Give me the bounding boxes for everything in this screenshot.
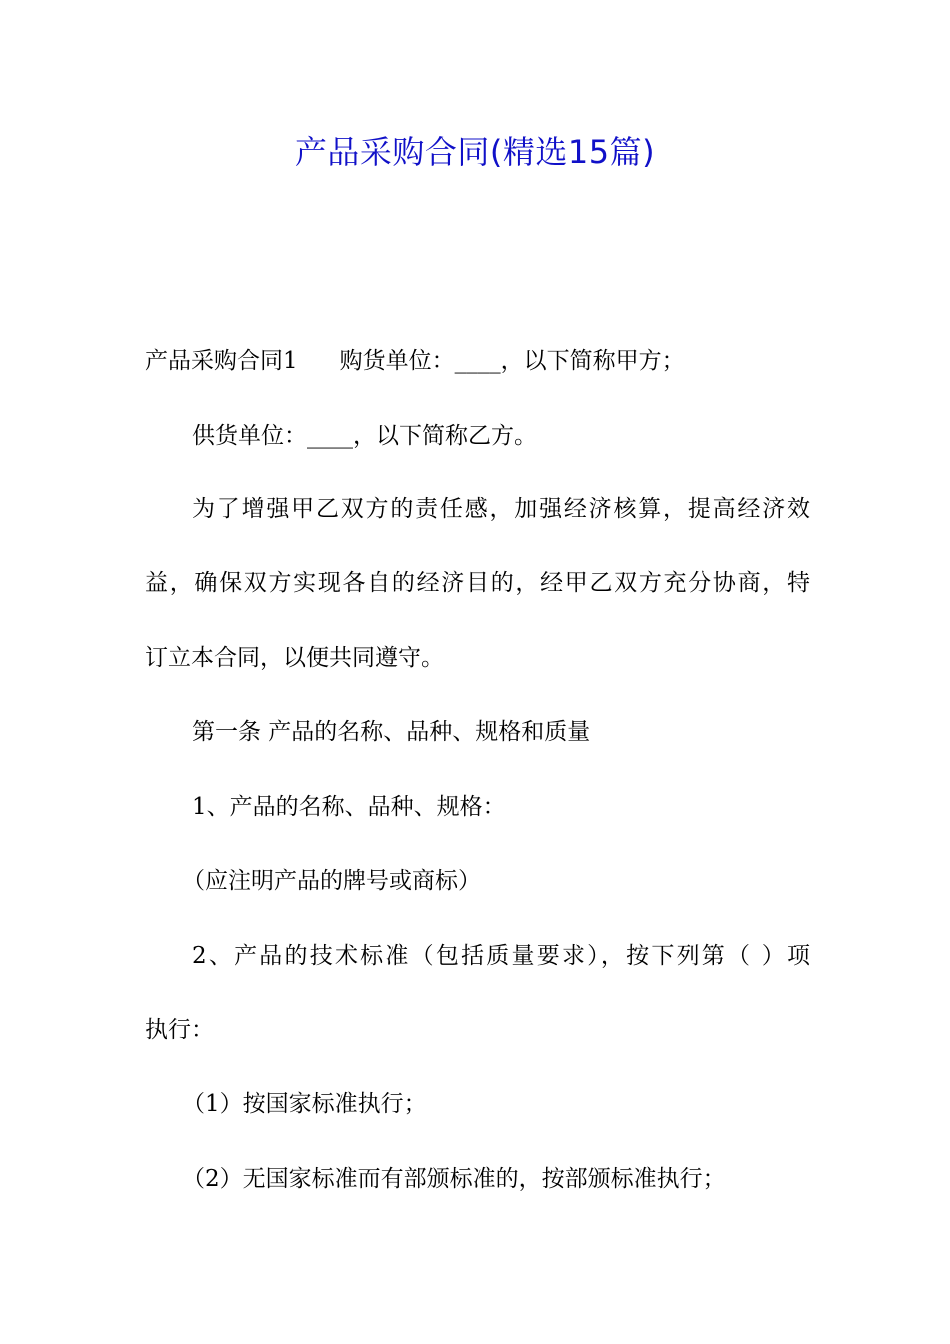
standard-option-1: （1）按国家标准执行；: [182, 1091, 427, 1117]
paragraph-line-3: 为了增强甲乙双方的责任感，加强经济核算，提高经济效: [192, 496, 810, 522]
item-2-line: 2、产品的技术标准（包括质量要求），按下列第（ ）项: [192, 943, 810, 969]
paragraph-line-4: 益，确保双方实现各自的经济目的，经甲乙双方充分协商，特: [145, 570, 810, 596]
item-1-line: 1、产品的名称、品种、规格：: [192, 794, 506, 820]
standard-option-2: （2）无国家标准而有部颁标准的，按部颁标准执行；: [182, 1166, 726, 1192]
supplier-line: 供货单位：____，以下简称乙方。: [192, 423, 537, 449]
buyer-line: 购货单位：____，以下简称甲方；: [339, 348, 685, 374]
paragraph-line-5: 订立本合同，以便共同遵守。: [145, 645, 444, 671]
document-title: 产品采购合同(精选15篇): [294, 133, 656, 171]
article-one-heading: 第一条 产品的名称、品种、规格和质量: [192, 719, 591, 745]
brand-note-line: （应注明产品的牌号或商标）: [182, 868, 481, 894]
execute-line: 执行：: [145, 1017, 214, 1043]
paragraph-line-1: [145, 345, 810, 377]
contract-heading: 产品采购合同1: [145, 348, 298, 374]
